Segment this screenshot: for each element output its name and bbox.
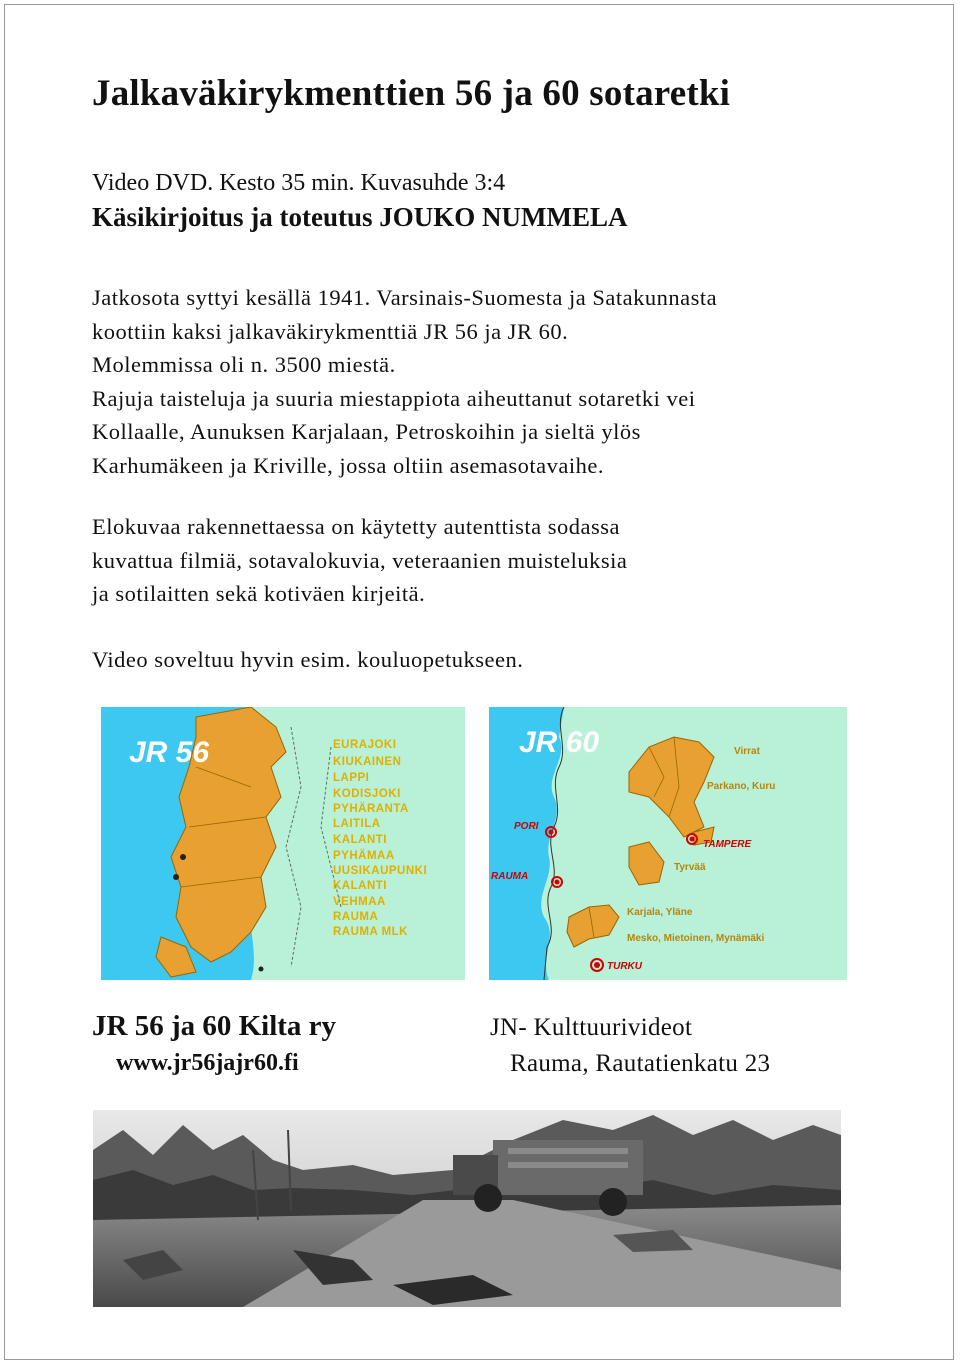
map-town: RAUMA bbox=[333, 911, 379, 923]
map-jr60 bbox=[489, 707, 847, 980]
map-region: Karjala, Yläne bbox=[627, 907, 693, 918]
map-jr56 bbox=[101, 707, 465, 980]
map-town: VEHMAA bbox=[333, 896, 386, 908]
map-jr60-graphic bbox=[489, 707, 847, 980]
map-town: KALANTI bbox=[333, 834, 387, 846]
method-line: kuvattua filmiä, sotavalokuvia, veteraanien muisteluksia bbox=[92, 547, 628, 573]
war-photo-graphic bbox=[93, 1110, 841, 1307]
method-line: ja sotilaitten sekä kotiväen kirjeitä. bbox=[92, 581, 426, 606]
intro-line: Karhumäkeen ja Kriville, jossa oltiin asemasotavaihe. bbox=[92, 452, 604, 478]
map-town: RAUMA MLK bbox=[333, 926, 408, 938]
guild-url: www.jr56jajr60.fi bbox=[116, 1050, 299, 1076]
map-town: UUSIKAUPUNKI bbox=[333, 865, 428, 877]
map-town: KIUKAINEN bbox=[333, 756, 402, 768]
map-town: LAPPI bbox=[333, 772, 370, 784]
map-jr60-title: JR 60 bbox=[519, 726, 600, 759]
intro-paragraph bbox=[92, 281, 717, 482]
map-town: PYHÄRANTA bbox=[333, 803, 409, 815]
map-city: PORI bbox=[514, 821, 539, 832]
map-town: KALANTI bbox=[333, 880, 387, 892]
map-city: TAMPERE bbox=[703, 839, 752, 850]
intro-line: Jatkosota syttyi kesällä 1941. Varsinais-Suomesta ja Satakunnasta bbox=[92, 285, 718, 310]
method-line: Elokuvaa rakennettaessa on käytetty autenttista sodassa bbox=[92, 514, 620, 539]
intro-line: Rajuja taisteluja ja suuria miestappiota aiheuttanut sotaretki vei bbox=[92, 385, 696, 411]
map-city: TURKU bbox=[607, 961, 642, 972]
map-city: RAUMA bbox=[491, 871, 529, 882]
map-region: Tyrvää bbox=[674, 862, 706, 873]
video-meta: Video DVD. Kesto 35 min. Kuvasuhde 3:4 bbox=[92, 170, 506, 196]
intro-line: koottiin kaksi jalkaväkirykmenttiä JR 56 ja JR 60. bbox=[92, 318, 569, 344]
intro-line: Kollaalle, Aunuksen Karjalaan, Petroskoihin ja sieltä ylös bbox=[92, 419, 641, 444]
usage-paragraph: Video soveltuu hyvin esim. kouluopetukseen. bbox=[92, 647, 524, 672]
method-paragraph bbox=[92, 510, 627, 611]
intro-line: Molemmissa oli n. 3500 miestä. bbox=[92, 352, 396, 377]
map-town: EURAJOKI bbox=[333, 739, 397, 751]
map-region: Parkano, Kuru bbox=[707, 781, 776, 792]
war-photo bbox=[93, 1110, 841, 1307]
map-town: KODISJOKI bbox=[333, 788, 401, 800]
map-jr56-graphic bbox=[101, 707, 465, 980]
map-region: Virrat bbox=[734, 746, 760, 757]
producer-name: JN- Kulttuurivideot bbox=[490, 1014, 693, 1041]
map-region: Mesko, Mietoinen, Mynämäki bbox=[627, 933, 765, 944]
map-town: LAITILA bbox=[333, 818, 381, 830]
page-title: Jalkaväkirykmenttien 56 ja 60 sotaretki bbox=[92, 73, 731, 114]
author-credit: Käsikirjoitus ja toteutus JOUKO NUMMELA bbox=[92, 202, 628, 232]
map-town: PYHÄMAA bbox=[333, 850, 395, 862]
map-jr56-title: JR 56 bbox=[129, 736, 210, 769]
guild-name: JR 56 ja 60 Kilta ry bbox=[92, 1010, 337, 1042]
producer-address: Rauma, Rautatienkatu 23 bbox=[510, 1050, 771, 1077]
